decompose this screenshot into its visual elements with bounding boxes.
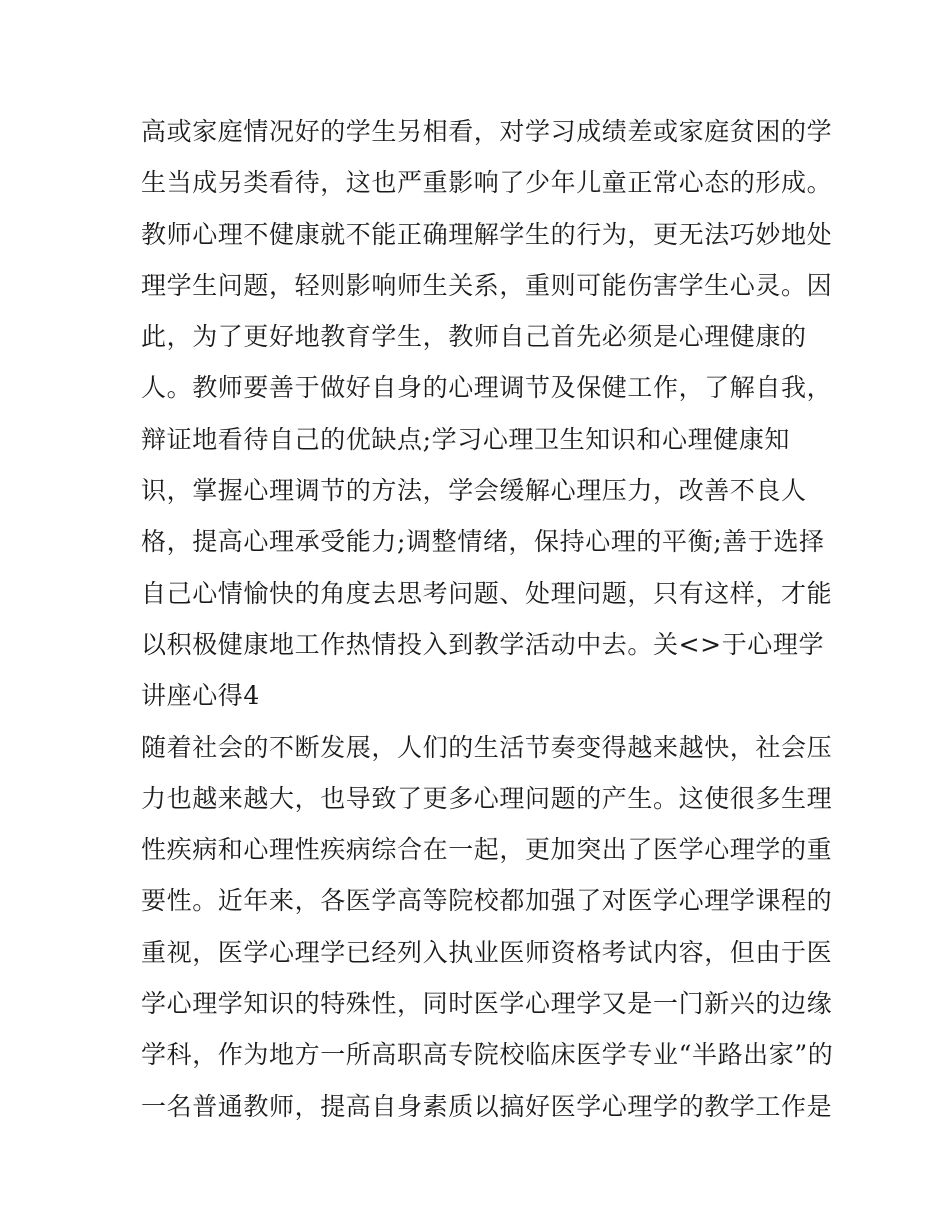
text-line: 重视，医学心理学已经列入执业医师资格考试内容，但由于医 xyxy=(141,937,833,967)
text-line: 格，提高心理承受能力;调整情绪，保持心理的平衡;善于选择 xyxy=(141,527,825,557)
section-heading: 讲座心得4 xyxy=(141,681,260,711)
text-line: 高或家庭情况好的学生另相看，对学习成绩差或家庭贫困的学 xyxy=(141,117,833,146)
text-line: 一名普通教师，提高自身素质以搞好医学心理学的教学工作是 xyxy=(141,1091,833,1121)
text-line: 理学生问题，轻则影响师生关系，重则可能伤害学生心灵。因 xyxy=(141,270,833,300)
text-line: 人。教师要善于做好自身的心理调节及保健工作，了解自我， xyxy=(141,373,833,403)
text-line: 学科，作为地方一所高职高专院校临床医学专业“半路出家”的 xyxy=(141,1040,834,1070)
text-line: 辩证地看待自己的优缺点;学习心理卫生知识和心理健康知 xyxy=(141,424,791,454)
text-line: 学心理学知识的特殊性，同时医学心理学又是一门新兴的边缘 xyxy=(141,989,833,1019)
text-line: 以积极健康地工作热情投入到教学活动中去。关<>于心理学 xyxy=(141,629,825,659)
text-line: 此，为了更好地教育学生，教师自己首先必须是心理健康的 xyxy=(141,322,807,352)
text-line: 生当成另类看待，这也严重影响了少年儿童正常心态的形成。 xyxy=(141,168,833,198)
text-line: 性疾病和心理性疾病综合在一起，更加突出了医学心理学的重 xyxy=(141,835,833,865)
text-line: 教师心理不健康就不能正确理解学生的行为，更无法巧妙地处 xyxy=(141,219,833,249)
text-line: 力也越来越大，也导致了更多心理问题的产生。这使很多生理 xyxy=(141,783,833,813)
text-line: 识，掌握心理调节的方法，学会缓解心理压力，改善不良人 xyxy=(141,476,807,506)
text-line: 要性。近年来，各医学高等院校都加强了对医学心理学课程的 xyxy=(141,886,833,916)
text-line: 随着社会的不断发展，人们的生活节奏变得越来越快，社会压 xyxy=(141,732,833,762)
body-text xyxy=(141,106,841,1132)
text-line: 自己心情愉快的角度去思考问题、处理问题，只有这样，才能 xyxy=(141,578,833,608)
